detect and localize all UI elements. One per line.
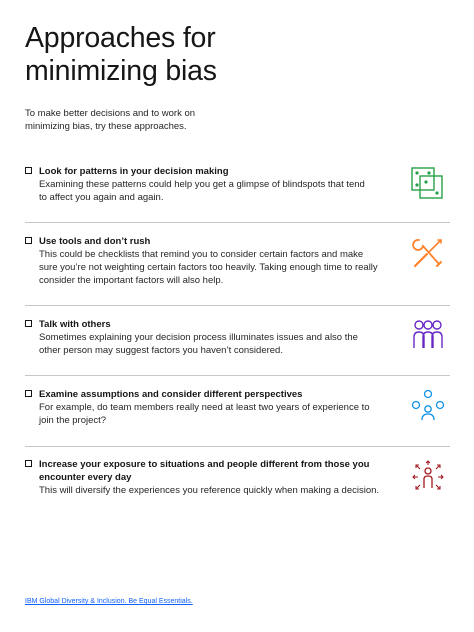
intro-text: [25, 107, 325, 133]
page-title-line-2: minimizing bias: [25, 55, 217, 87]
divider: [25, 446, 450, 447]
item-body: [39, 331, 389, 357]
checkbox[interactable]: [25, 460, 32, 467]
item-body-line: For example, do team members really need at least two years of experience to: [39, 402, 370, 413]
item-title-line: Look for patterns in your decision making: [39, 166, 229, 177]
item-title-line: Increase your exposure to situations and people different from those you: [39, 459, 370, 470]
item-body-line: Sometimes explaining your decision process illuminates issues and also the: [39, 332, 358, 343]
group-icon: [411, 318, 445, 352]
item-title: [39, 235, 379, 248]
page-title-line-1: Approaches for: [25, 22, 216, 54]
item-title: [39, 458, 379, 484]
intro-line-1: To make better decisions and to work on: [25, 108, 196, 119]
item-body-line: This could be checklists that remind you to consider certain factors and make: [39, 249, 364, 260]
item-body: [39, 401, 389, 427]
item-body: [39, 484, 389, 497]
item-title: [39, 165, 379, 178]
item-body: [39, 248, 389, 287]
item-title-line: Examine assumptions and consider different perspectives: [39, 389, 303, 400]
footer-link[interactable]: IBM Global Diversity & Inclusion. Be Equal Essentials.: [25, 598, 193, 605]
item-body-line: sure you’re not weighting certain factors too heavily. Taking enough time to really: [39, 262, 378, 273]
checkbox[interactable]: [25, 390, 32, 397]
item-body-line: This will diversify the experiences you reference quickly when making a decision.: [39, 485, 380, 496]
item-body-line: join the project?: [39, 415, 107, 426]
divider: [25, 375, 450, 376]
item-title-line: encounter every day: [39, 472, 132, 483]
item-body-line: Examining these patterns could help you get a glimpse of blindspots that tend: [39, 179, 365, 190]
item-body-line: to affect you again and again.: [39, 192, 164, 203]
item-title: [39, 318, 379, 331]
tools-icon: [411, 236, 445, 270]
divider: [25, 305, 450, 306]
checkbox[interactable]: [25, 320, 32, 327]
page-title: [25, 22, 425, 88]
dice-pattern-icon: [410, 166, 444, 200]
exposure-icon: [411, 460, 445, 494]
perspectives-icon: [411, 389, 445, 423]
item-body-line: consider the important factors will also help.: [39, 275, 224, 286]
item-body-line: other person may suggest factors you haven’t considered.: [39, 345, 283, 356]
checkbox[interactable]: [25, 167, 32, 174]
item-title-line: Use tools and don’t rush: [39, 236, 151, 247]
intro-line-2: minimizing bias, try these approaches.: [25, 121, 187, 132]
item-title-line: Talk with others: [39, 319, 111, 330]
item-body: [39, 178, 389, 204]
checkbox[interactable]: [25, 237, 32, 244]
divider: [25, 222, 450, 223]
item-title: [39, 388, 379, 401]
